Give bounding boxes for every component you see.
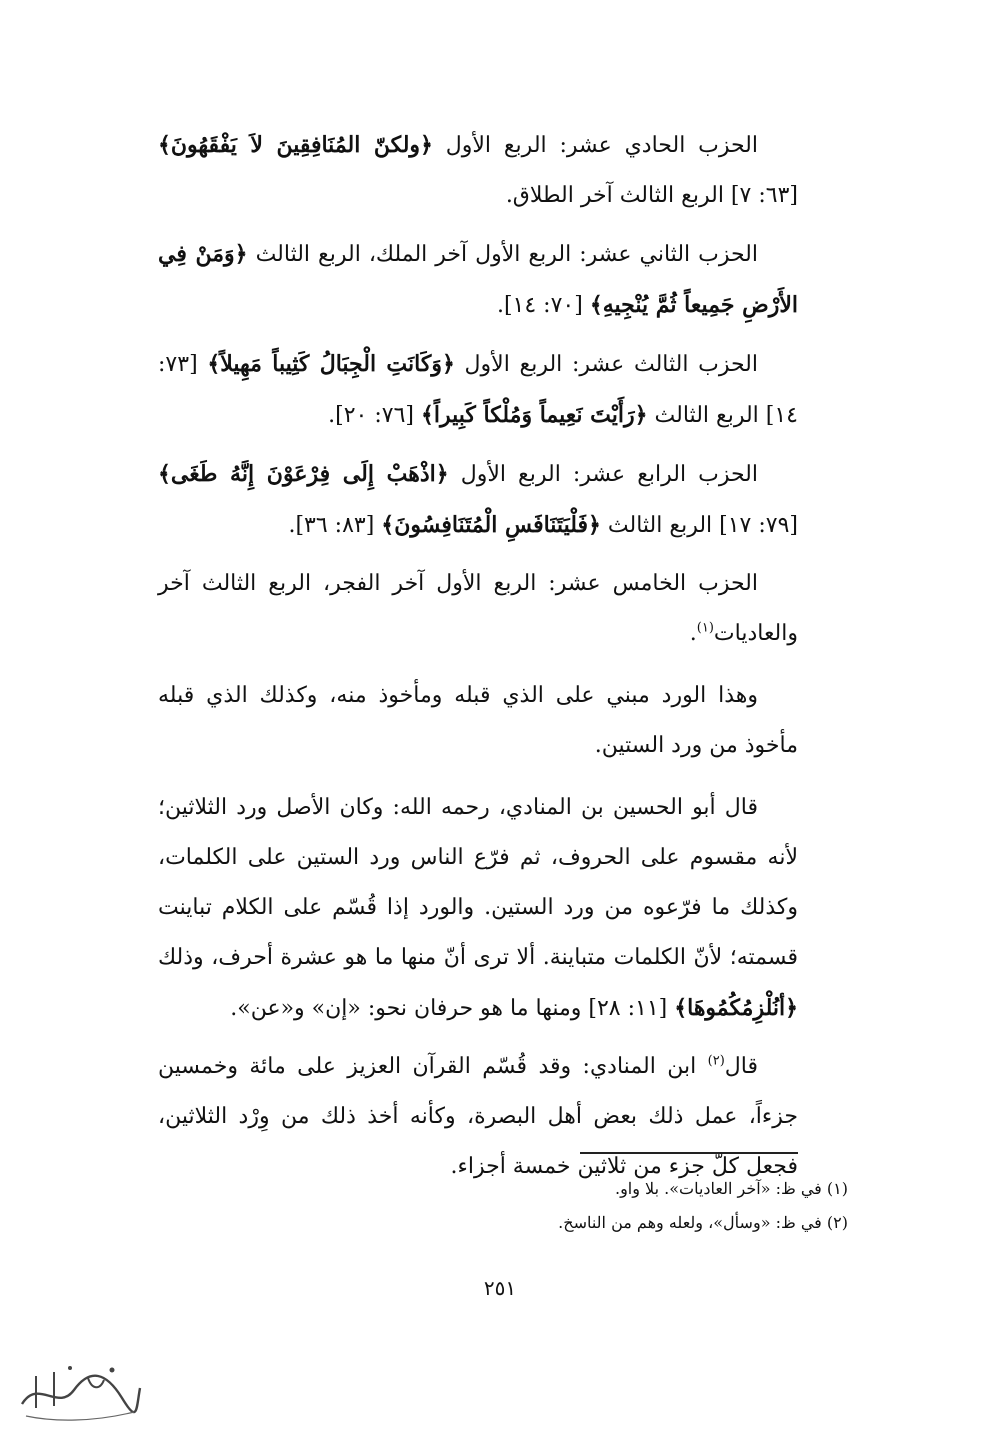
quran-verse: ﴿رَأَيْتَ نَعِيماً وَمُلْكاً كَبِيراً﴾	[420, 402, 648, 428]
paragraph-wird-note	[158, 671, 798, 771]
quran-verse: ﴿فَلْيَتَنَافَسِ الْمُتَنَافِسُونَ﴾	[381, 512, 601, 538]
page-number: ٢٥١	[483, 1276, 517, 1300]
text-run: [١١: ٢٨] ومنها ما هو حرفان نحو: «إن» و«عن».	[230, 996, 675, 1021]
paragraph-ibn-almunadi-1	[158, 783, 798, 1034]
paragraph-hizb-12	[158, 229, 798, 331]
text-run: .	[689, 621, 697, 646]
quran-verse: ﴿وَكَانَتِ الْجِبَالُ كَثِيباً مَهِيلاً﴾	[207, 351, 455, 377]
main-text	[158, 120, 798, 1200]
quran-verse: ﴿ولكنّ المُنَافِقِينَ لاَ يَفْقَهُونَ﴾	[158, 132, 433, 158]
text-run: [٨٣: ٣٦].	[288, 513, 382, 538]
paragraph-hizb-14	[158, 449, 798, 551]
paragraph-hizb-13	[158, 339, 798, 441]
paragraph-ibn-almunadi-2	[158, 1042, 798, 1192]
text-run: ابن المنادي: وقد قُسّم القرآن العزيز على مائة وخمسين جزءاً، عمل ذلك بعض أهل البصرة، وكأنه أخذ ذلك من وِرْد الثلاثين، فجعل كلّ جزء من ثلاثين خمسة أجزاء.	[158, 1054, 798, 1179]
library-stamp-logo	[14, 1360, 144, 1426]
text-run: الحزب الحادي عشر: الربع الأول	[432, 133, 758, 158]
text-run: الحزب الثالث عشر: الربع الأول	[454, 352, 759, 377]
text-run: [٧٩: ١٧] الربع الثالث	[600, 513, 798, 538]
footnotes	[300, 1172, 848, 1240]
footnote-2: (٢) في ظ: «وسأل»، ولعله وهم من الناسخ.	[558, 1213, 848, 1232]
footnote-ref: (٢)	[707, 1053, 725, 1069]
text-run: قال أبو الحسين بن المنادي، رحمه الله: وكان الأصل ورد الثلاثين؛ لأنه مقسوم على الحروف، ثم فرّع الناس ورد الستين على الكلمات، وكذلك ما فرّعوه من ورد الستين. والورد إذا قُسّم على الكلام تباينت قسمته؛ لأنّ الكلمات متباينة. ألا ترى أنّ منها ما هو عشرة أحرف، وذلك	[158, 795, 798, 970]
quran-verse: ﴿وَمَنْ فِي الأَرْضِ جَمِيعاً ثُمَّ يُنْجِيهِ﴾	[158, 241, 798, 318]
quran-verse: ﴿أنُلْزِمُكُمُوهَا﴾	[674, 995, 798, 1021]
footnote-divider	[580, 1152, 798, 1154]
paragraph-hizb-15	[158, 559, 798, 659]
quran-verse: ﴿اذْهَبْ إِلَى فِرْعَوْنَ إِنَّهُ طَغَى﴾	[158, 461, 449, 487]
footnote-ref: (١)	[696, 620, 714, 636]
text-run: [٧٦: ٢٠].	[328, 403, 421, 428]
footnote-1: (١) في ظ: «آخر العاديات». بلا واو.	[614, 1179, 848, 1198]
text-run: وهذا الورد مبني على الذي قبله ومأخوذ منه، وكذلك الذي قبله مأخوذ من ورد الستين.	[158, 683, 798, 758]
text-run: [٧٠: ١٤].	[496, 293, 590, 318]
text-run: [٧٣: ١٤] الربع الثالث	[158, 352, 798, 428]
text-run: الحزب الثاني عشر: الربع الأول آخر الملك، الربع الثالث	[247, 242, 759, 267]
text-run: الحزب الرابع عشر: الربع الأول	[448, 462, 758, 487]
text-run: الحزب الخامس عشر: الربع الأول آخر الفجر، الربع الثالث آخر والعاديات	[158, 571, 798, 646]
text-run: قال	[724, 1054, 758, 1079]
paragraph-hizb-11	[158, 120, 798, 221]
text-run: [٦٣: ٧] الربع الثالث آخر الطلاق.	[505, 183, 798, 208]
